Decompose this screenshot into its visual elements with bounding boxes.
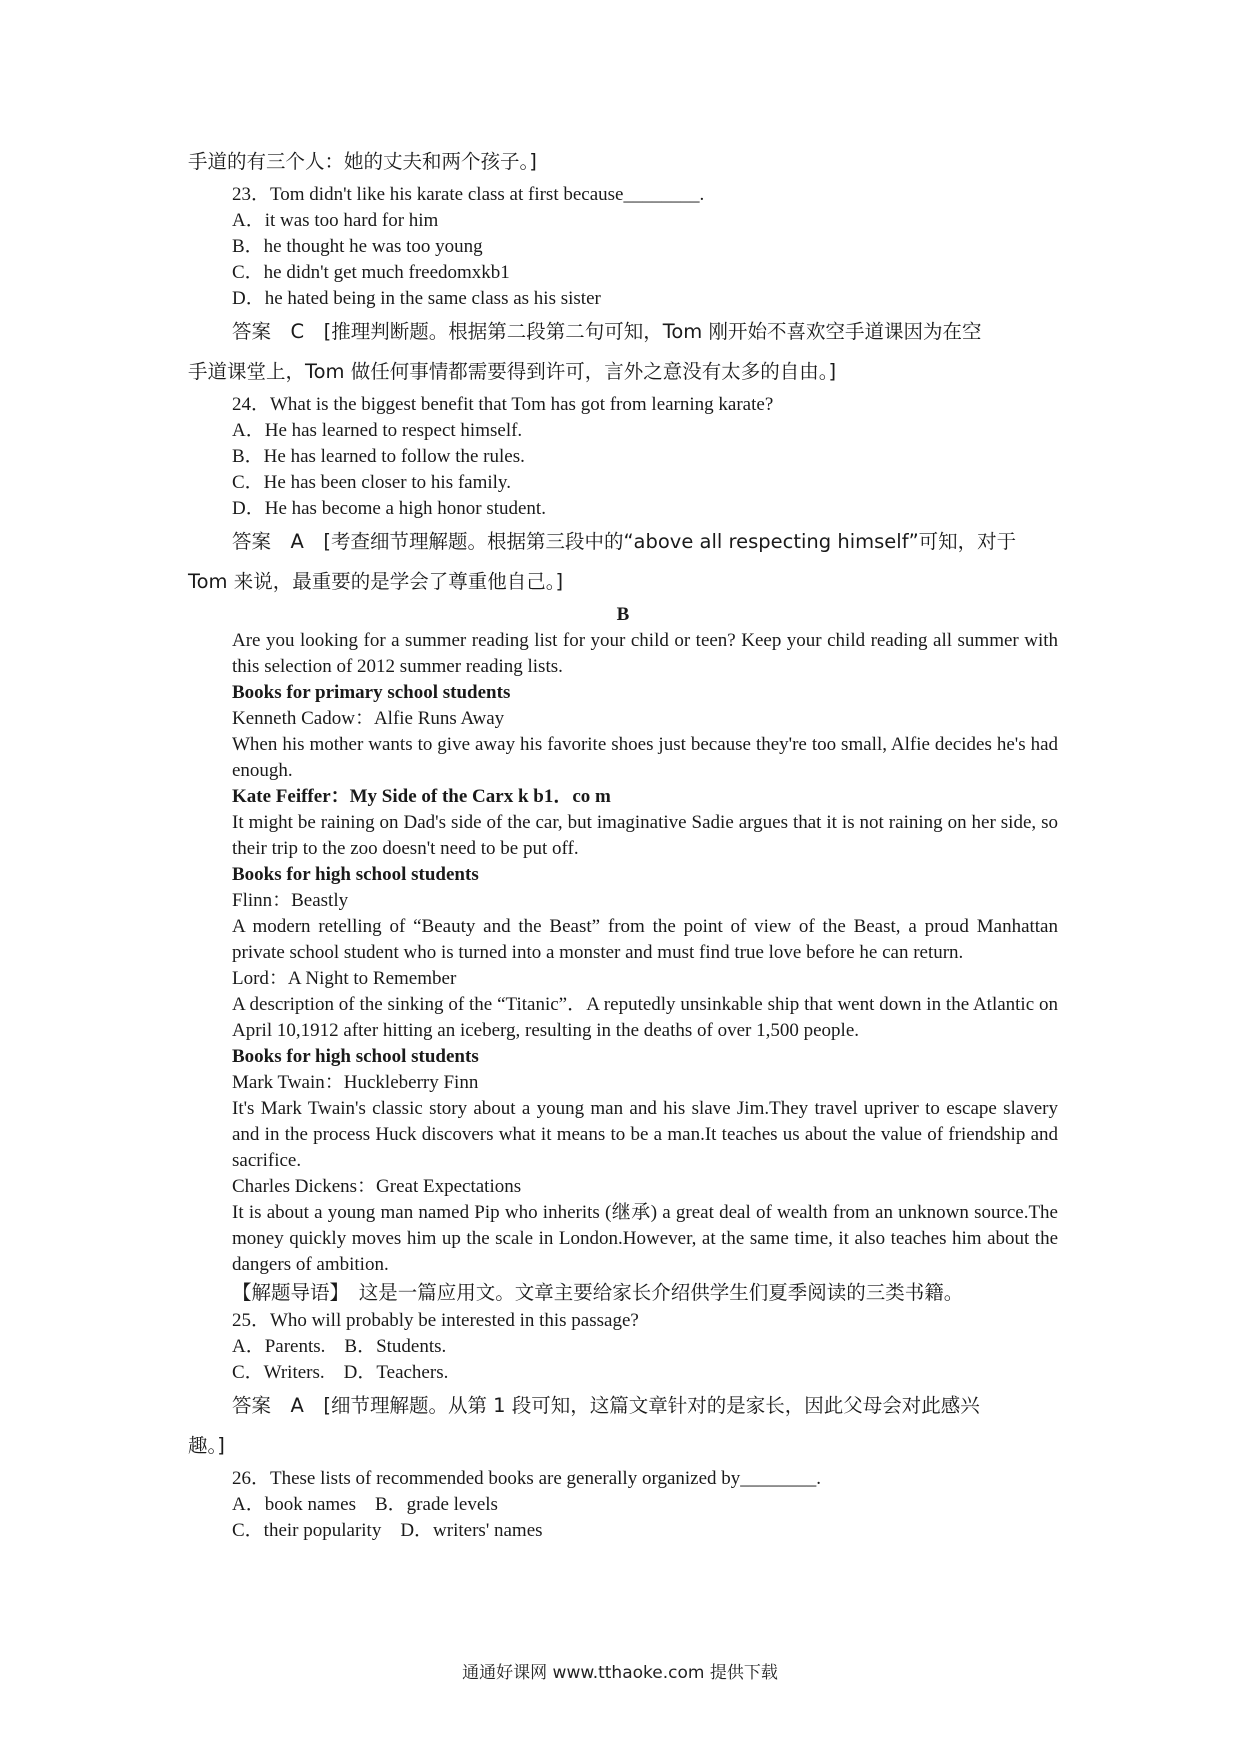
question-25: 25．Who will probably be interested in this passage? <box>232 1310 639 1331</box>
book-5-title: Mark Twain：Huckleberry Finn <box>232 1072 479 1093</box>
answer-25-line-1: 答案 A [细节理解题。从第 1 段可知，这篇文章针对的是家长，因此父母会对此感兴 <box>232 1394 980 1417</box>
option-24-c: C．He has been closer to his family. <box>232 472 511 493</box>
answer-24-line-1: 答案 A [考查细节理解题。根据第三段中的“above all respecting himself”可知，对于 <box>232 530 1017 553</box>
option-23-b: B．he thought he was too young <box>232 236 483 257</box>
answer-23-line-2: 手道课堂上，Tom 做任何事情都需要得到许可，言外之意没有太多的自由。] <box>188 360 837 383</box>
book-3-title: Flinn：Beastly <box>232 890 349 911</box>
heading-high-school-2: Books for high school students <box>232 1046 479 1067</box>
book-4-description: A description of the sinking of the “Titanic”．A reputedly unsinkable ship that went down in the Atlantic on April 10,1912 after hitting an iceberg, resulting in the deaths of over 1,500 people. <box>232 994 1058 1041</box>
option-24-d: D．He has become a high honor student. <box>232 498 546 519</box>
book-1-title: Kenneth Cadow：Alfie Runs Away <box>232 708 505 729</box>
page-footer: 通通好课网 www.tthaoke.com 提供下载 <box>462 1663 778 1683</box>
book-6-description: It is about a young man named Pip who inherits (继承) a great deal of wealth from an unknown source.The money quickly moves him up the scale in London.However, at the same time, it also teaches him about the dangers of ambition. <box>232 1202 1058 1275</box>
answer-22-continuation: 手道的有三个人：她的丈夫和两个孩子。] <box>188 150 537 173</box>
section-heading-b: B <box>616 604 630 625</box>
page-body <box>188 142 1058 1544</box>
options-25-ab: A．Parents. B．Students. <box>232 1336 447 1357</box>
book-4-title: Lord：A Night to Remember <box>232 968 457 989</box>
heading-high-school-1: Books for high school students <box>232 864 479 885</box>
answer-24-line-2: Tom 来说，最重要的是学会了尊重他自己。] <box>188 570 564 593</box>
question-26: 26．These lists of recommended books are generally organized by________. <box>232 1468 822 1489</box>
book-6-title: Charles Dickens：Great Expectations <box>232 1176 522 1197</box>
answer-25-line-2: 趣。] <box>188 1434 225 1457</box>
passage-intro: Are you looking for a summer reading list for your child or teen? Keep your child reading all summer with this selection of 2012 summer reading lists. <box>232 630 1058 677</box>
heading-primary-school: Books for primary school students <box>232 682 511 703</box>
option-24-a: A．He has learned to respect himself. <box>232 420 523 441</box>
book-1-description: When his mother wants to give away his favorite shoes just because they're too small, Alfie decides he's had enough. <box>232 734 1058 781</box>
book-3-description: A modern retelling of “Beauty and the Beast” from the point of view of the Beast, a proud Manhattan private school student who is turned into a monster and must find true love before he can return. <box>232 916 1058 963</box>
option-23-c: C．he didn't get much freedomxkb1 <box>232 262 510 283</box>
question-23: 23．Tom didn't like his karate class at first because________. <box>232 184 705 205</box>
option-23-d: D．he hated being in the same class as his sister <box>232 288 601 309</box>
book-5-description: It's Mark Twain's classic story about a young man and his slave Jim.They travel upriver to escape slavery and in the process Huck discovers what it means to be a man.It teaches us about the value of friendship and sacrifice. <box>232 1098 1058 1171</box>
question-24: 24．What is the biggest benefit that Tom has got from learning karate? <box>232 394 774 415</box>
options-25-cd: C．Writers. D．Teachers. <box>232 1362 449 1383</box>
book-2-description: It might be raining on Dad's side of the car, but imaginative Sadie argues that it is not raining on her side, so their trip to the zoo doesn't need to be put off. <box>232 812 1058 859</box>
options-26-cd: C．their popularity D．writers' names <box>232 1520 543 1541</box>
book-2-title: Kate Feiffer：My Side of the Carx k b1．co m <box>232 786 611 807</box>
option-23-a: A．it was too hard for him <box>232 210 439 231</box>
options-26-ab: A．book names B．grade levels <box>232 1494 498 1515</box>
answer-23-line-1: 答案 C [推理判断题。根据第二段第二句可知，Tom 刚开始不喜欢空手道课因为在空 <box>232 320 982 343</box>
option-24-b: B．He has learned to follow the rules. <box>232 446 525 467</box>
reading-guide: 【解题导语】 这是一篇应用文。文章主要给家长介绍供学生们夏季阅读的三类书籍。 <box>232 1281 964 1304</box>
